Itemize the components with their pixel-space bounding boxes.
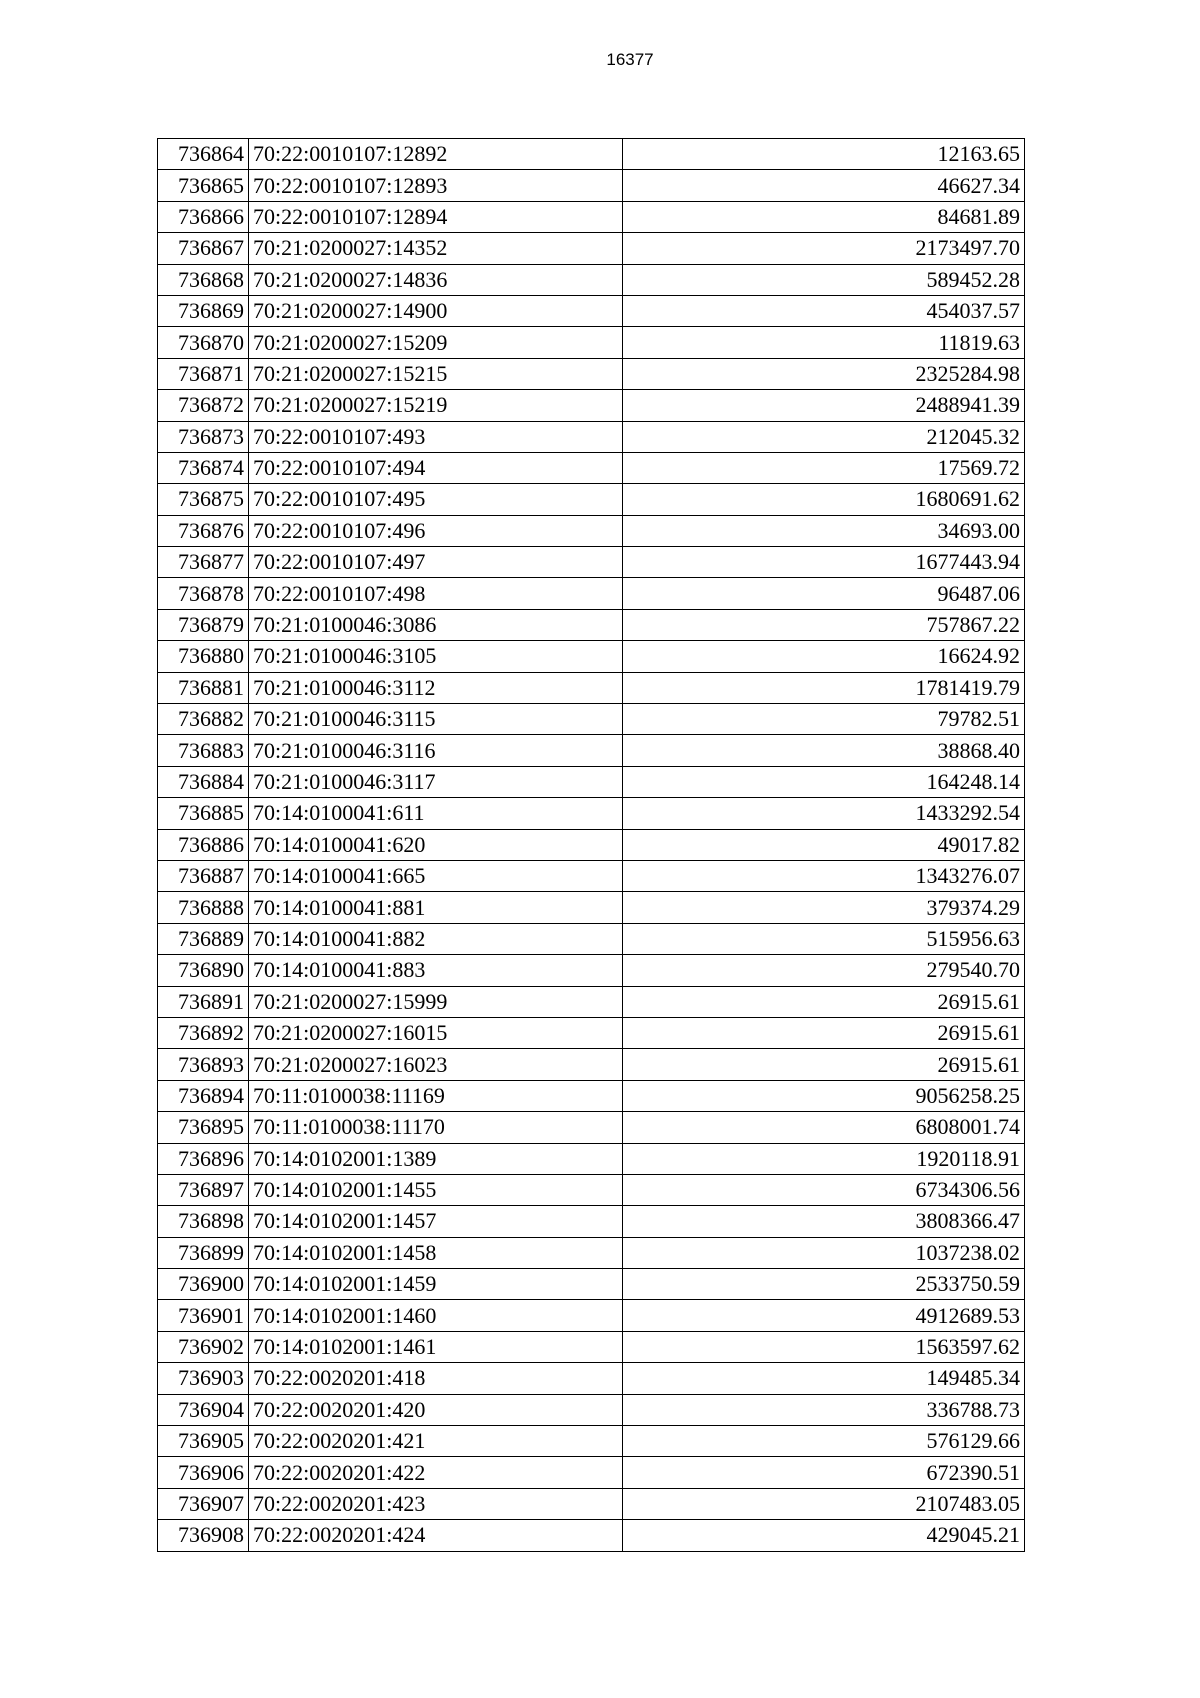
value-cell: 1433292.54 (623, 798, 1025, 829)
value-cell: 379374.29 (623, 892, 1025, 923)
table-row (158, 233, 1025, 264)
table-row (158, 484, 1025, 515)
cadastral-number-cell: 70:14:0102001:1459 (249, 1269, 623, 1300)
table-row (158, 452, 1025, 483)
row-number-cell: 736877 (158, 547, 249, 578)
table-row (158, 1331, 1025, 1362)
row-number-cell: 736868 (158, 264, 249, 295)
value-cell: 38868.40 (623, 735, 1025, 766)
table-body (158, 139, 1025, 1552)
cadastral-number-cell: 70:22:0010107:495 (249, 484, 623, 515)
table-row (158, 798, 1025, 829)
value-cell: 164248.14 (623, 766, 1025, 797)
table-row (158, 1206, 1025, 1237)
cadastral-number-cell: 70:11:0100038:11170 (249, 1112, 623, 1143)
row-number-cell: 736903 (158, 1363, 249, 1394)
value-cell: 212045.32 (623, 421, 1025, 452)
table-row (158, 1488, 1025, 1519)
value-cell: 589452.28 (623, 264, 1025, 295)
cadastral-number-cell: 70:21:0100046:3115 (249, 704, 623, 735)
cadastral-number-cell: 70:22:0020201:422 (249, 1457, 623, 1488)
cadastral-number-cell: 70:14:0100041:883 (249, 955, 623, 986)
cadastral-number-cell: 70:14:0100041:611 (249, 798, 623, 829)
cadastral-number-cell: 70:14:0102001:1455 (249, 1174, 623, 1205)
value-cell: 12163.65 (623, 139, 1025, 170)
table-row (158, 1300, 1025, 1331)
row-number-cell: 736880 (158, 641, 249, 672)
cadastral-number-cell: 70:21:0200027:15999 (249, 986, 623, 1017)
cadastral-number-cell: 70:21:0200027:16015 (249, 1017, 623, 1048)
table-row (158, 1174, 1025, 1205)
value-cell: 2533750.59 (623, 1269, 1025, 1300)
value-cell: 16624.92 (623, 641, 1025, 672)
row-number-cell: 736870 (158, 327, 249, 358)
row-number-cell: 736884 (158, 766, 249, 797)
row-number-cell: 736878 (158, 578, 249, 609)
cadastral-number-cell: 70:21:0200027:14352 (249, 233, 623, 264)
value-cell: 26915.61 (623, 1049, 1025, 1080)
row-number-cell: 736906 (158, 1457, 249, 1488)
table-row (158, 923, 1025, 954)
value-cell: 2325284.98 (623, 358, 1025, 389)
cadastral-number-cell: 70:22:0010107:12894 (249, 201, 623, 232)
table-row (158, 829, 1025, 860)
cadastral-number-cell: 70:21:0100046:3086 (249, 609, 623, 640)
table-row (158, 1520, 1025, 1551)
row-number-cell: 736904 (158, 1394, 249, 1425)
value-cell: 1680691.62 (623, 484, 1025, 515)
cadastral-number-cell: 70:14:0100041:620 (249, 829, 623, 860)
value-cell: 757867.22 (623, 609, 1025, 640)
cadastral-number-cell: 70:22:0010107:12892 (249, 139, 623, 170)
row-number-cell: 736892 (158, 1017, 249, 1048)
value-cell: 1343276.07 (623, 860, 1025, 891)
table-row (158, 672, 1025, 703)
row-number-cell: 736879 (158, 609, 249, 640)
value-cell: 84681.89 (623, 201, 1025, 232)
table-row (158, 1017, 1025, 1048)
row-number-cell: 736867 (158, 233, 249, 264)
row-number-cell: 736902 (158, 1331, 249, 1362)
value-cell: 429045.21 (623, 1520, 1025, 1551)
data-table (157, 138, 1025, 1552)
table-row (158, 892, 1025, 923)
cadastral-number-cell: 70:14:0102001:1458 (249, 1237, 623, 1268)
table-row (158, 170, 1025, 201)
table-row (158, 609, 1025, 640)
row-number-cell: 736866 (158, 201, 249, 232)
row-number-cell: 736897 (158, 1174, 249, 1205)
row-number-cell: 736872 (158, 390, 249, 421)
row-number-cell: 736871 (158, 358, 249, 389)
table-row (158, 766, 1025, 797)
row-number-cell: 736896 (158, 1143, 249, 1174)
row-number-cell: 736908 (158, 1520, 249, 1551)
row-number-cell: 736865 (158, 170, 249, 201)
cadastral-number-cell: 70:22:0010107:496 (249, 515, 623, 546)
value-cell: 26915.61 (623, 1017, 1025, 1048)
row-number-cell: 736891 (158, 986, 249, 1017)
value-cell: 1677443.94 (623, 547, 1025, 578)
value-cell: 26915.61 (623, 986, 1025, 1017)
value-cell: 2488941.39 (623, 390, 1025, 421)
row-number-cell: 736905 (158, 1426, 249, 1457)
value-cell: 4912689.53 (623, 1300, 1025, 1331)
cadastral-number-cell: 70:14:0102001:1389 (249, 1143, 623, 1174)
table-row (158, 1426, 1025, 1457)
table-row (158, 986, 1025, 1017)
cadastral-number-cell: 70:21:0100046:3112 (249, 672, 623, 703)
value-cell: 9056258.25 (623, 1080, 1025, 1111)
value-cell: 46627.34 (623, 170, 1025, 201)
row-number-cell: 736869 (158, 295, 249, 326)
table-row (158, 1457, 1025, 1488)
row-number-cell: 736890 (158, 955, 249, 986)
cadastral-number-cell: 70:21:0200027:16023 (249, 1049, 623, 1080)
cadastral-number-cell: 70:22:0020201:420 (249, 1394, 623, 1425)
table-row (158, 1143, 1025, 1174)
table-row (158, 641, 1025, 672)
cadastral-number-cell: 70:14:0100041:881 (249, 892, 623, 923)
cadastral-number-cell: 70:22:0020201:423 (249, 1488, 623, 1519)
table-row (158, 1394, 1025, 1425)
row-number-cell: 736900 (158, 1269, 249, 1300)
value-cell: 3808366.47 (623, 1206, 1025, 1237)
cadastral-number-cell: 70:11:0100038:11169 (249, 1080, 623, 1111)
row-number-cell: 736885 (158, 798, 249, 829)
row-number-cell: 736895 (158, 1112, 249, 1143)
cadastral-number-cell: 70:14:0102001:1461 (249, 1331, 623, 1362)
value-cell: 11819.63 (623, 327, 1025, 358)
cadastral-number-cell: 70:21:0200027:15219 (249, 390, 623, 421)
row-number-cell: 736907 (158, 1488, 249, 1519)
cadastral-number-cell: 70:21:0200027:15215 (249, 358, 623, 389)
table-row (158, 1049, 1025, 1080)
cadastral-number-cell: 70:21:0200027:14836 (249, 264, 623, 295)
value-cell: 49017.82 (623, 829, 1025, 860)
value-cell: 34693.00 (623, 515, 1025, 546)
row-number-cell: 736883 (158, 735, 249, 766)
cadastral-number-cell: 70:22:0010107:12893 (249, 170, 623, 201)
value-cell: 1563597.62 (623, 1331, 1025, 1362)
cadastral-number-cell: 70:21:0200027:14900 (249, 295, 623, 326)
table-row (158, 1112, 1025, 1143)
row-number-cell: 736874 (158, 452, 249, 483)
row-number-cell: 736898 (158, 1206, 249, 1237)
table-row (158, 547, 1025, 578)
row-number-cell: 736886 (158, 829, 249, 860)
value-cell: 1037238.02 (623, 1237, 1025, 1268)
value-cell: 515956.63 (623, 923, 1025, 954)
value-cell: 6734306.56 (623, 1174, 1025, 1205)
row-number-cell: 736887 (158, 860, 249, 891)
cadastral-number-cell: 70:14:0100041:882 (249, 923, 623, 954)
table-row (158, 515, 1025, 546)
table-row (158, 735, 1025, 766)
table-row (158, 421, 1025, 452)
table-row (158, 1237, 1025, 1268)
table-row (158, 1080, 1025, 1111)
cadastral-number-cell: 70:22:0020201:424 (249, 1520, 623, 1551)
table-row (158, 704, 1025, 735)
cadastral-number-cell: 70:22:0010107:493 (249, 421, 623, 452)
table-row (158, 578, 1025, 609)
value-cell: 336788.73 (623, 1394, 1025, 1425)
row-number-cell: 736893 (158, 1049, 249, 1080)
table-row (158, 327, 1025, 358)
value-cell: 79782.51 (623, 704, 1025, 735)
row-number-cell: 736888 (158, 892, 249, 923)
table-row (158, 860, 1025, 891)
row-number-cell: 736876 (158, 515, 249, 546)
value-cell: 279540.70 (623, 955, 1025, 986)
table-row (158, 1363, 1025, 1394)
row-number-cell: 736875 (158, 484, 249, 515)
value-cell: 6808001.74 (623, 1112, 1025, 1143)
cadastral-number-cell: 70:14:0102001:1457 (249, 1206, 623, 1237)
table-row (158, 390, 1025, 421)
row-number-cell: 736873 (158, 421, 249, 452)
cadastral-number-cell: 70:14:0100041:665 (249, 860, 623, 891)
cadastral-number-cell: 70:14:0102001:1460 (249, 1300, 623, 1331)
cadastral-number-cell: 70:21:0100046:3105 (249, 641, 623, 672)
value-cell: 149485.34 (623, 1363, 1025, 1394)
value-cell: 2107483.05 (623, 1488, 1025, 1519)
cadastral-number-cell: 70:21:0200027:15209 (249, 327, 623, 358)
table-row (158, 955, 1025, 986)
row-number-cell: 736901 (158, 1300, 249, 1331)
value-cell: 1920118.91 (623, 1143, 1025, 1174)
cadastral-number-cell: 70:21:0100046:3116 (249, 735, 623, 766)
table-row (158, 139, 1025, 170)
value-cell: 454037.57 (623, 295, 1025, 326)
row-number-cell: 736899 (158, 1237, 249, 1268)
value-cell: 1781419.79 (623, 672, 1025, 703)
cadastral-number-cell: 70:22:0020201:421 (249, 1426, 623, 1457)
value-cell: 2173497.70 (623, 233, 1025, 264)
cadastral-number-cell: 70:22:0010107:494 (249, 452, 623, 483)
table-row (158, 264, 1025, 295)
table-row (158, 1269, 1025, 1300)
row-number-cell: 736881 (158, 672, 249, 703)
cadastral-number-cell: 70:22:0010107:498 (249, 578, 623, 609)
table-row (158, 201, 1025, 232)
table-row (158, 295, 1025, 326)
value-cell: 17569.72 (623, 452, 1025, 483)
row-number-cell: 736889 (158, 923, 249, 954)
cadastral-number-cell: 70:22:0010107:497 (249, 547, 623, 578)
page-number: 16377 (606, 50, 654, 69)
value-cell: 672390.51 (623, 1457, 1025, 1488)
row-number-cell: 736882 (158, 704, 249, 735)
value-cell: 576129.66 (623, 1426, 1025, 1457)
row-number-cell: 736864 (158, 139, 249, 170)
value-cell: 96487.06 (623, 578, 1025, 609)
row-number-cell: 736894 (158, 1080, 249, 1111)
table-row (158, 358, 1025, 389)
cadastral-number-cell: 70:22:0020201:418 (249, 1363, 623, 1394)
cadastral-number-cell: 70:21:0100046:3117 (249, 766, 623, 797)
